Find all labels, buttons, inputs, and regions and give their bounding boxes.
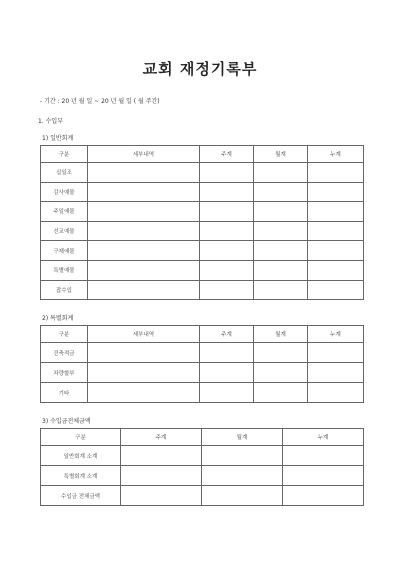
detail-cell[interactable] (88, 182, 200, 202)
table3-header: 구분 (41, 429, 121, 446)
weekly-cell[interactable] (200, 260, 254, 280)
table2-header: 주계 (200, 326, 254, 343)
table-row (41, 363, 364, 383)
row-label: 주일예물 (41, 202, 88, 222)
monthly-cell[interactable] (254, 260, 308, 280)
monthly-cell[interactable] (254, 221, 308, 241)
detail-cell[interactable] (88, 363, 200, 383)
cumulative-cell[interactable] (308, 383, 364, 403)
section-income: 1. 수입부 (38, 118, 64, 125)
row-label: 십일조 (41, 163, 88, 183)
weekly-cell[interactable] (200, 280, 254, 300)
weekly-cell[interactable] (121, 466, 202, 486)
row-label: 선교예물 (41, 221, 88, 241)
cumulative-cell[interactable] (308, 221, 364, 241)
weekly-cell[interactable] (200, 241, 254, 261)
document-title: 교회 재정기록부 (142, 60, 258, 78)
table2-header: 세부내역 (88, 326, 200, 343)
table1-header: 주계 (200, 146, 254, 163)
monthly-cell[interactable] (202, 466, 283, 486)
detail-cell[interactable] (88, 241, 200, 261)
table3-header: 누계 (283, 429, 364, 446)
weekly-cell[interactable] (200, 163, 254, 183)
table-row (41, 280, 364, 300)
monthly-cell[interactable] (254, 363, 308, 383)
row-label: 일반회계 소계 (41, 446, 121, 466)
table1-header: 세부내역 (88, 146, 200, 163)
table-row (41, 446, 364, 466)
weekly-cell[interactable] (121, 486, 202, 506)
cumulative-cell[interactable] (308, 260, 364, 280)
monthly-cell[interactable] (254, 343, 308, 363)
cumulative-cell[interactable] (283, 446, 364, 466)
income-total-table (40, 428, 364, 506)
table1-header: 누계 (308, 146, 364, 163)
row-label: 수입금 전체금액 (41, 486, 121, 506)
row-label: 차량할부 (41, 363, 88, 383)
cumulative-cell[interactable] (308, 280, 364, 300)
table2-header-row (41, 326, 364, 343)
detail-cell[interactable] (88, 163, 200, 183)
detail-cell[interactable] (88, 221, 200, 241)
weekly-cell[interactable] (200, 202, 254, 222)
table2-header: 구분 (41, 326, 88, 343)
cumulative-cell[interactable] (308, 202, 364, 222)
row-label: 건축적금 (41, 343, 88, 363)
weekly-cell[interactable] (200, 363, 254, 383)
detail-cell[interactable] (88, 280, 200, 300)
table-row (41, 163, 364, 183)
cumulative-cell[interactable] (308, 363, 364, 383)
row-label: 기타 (41, 383, 88, 403)
weekly-cell[interactable] (200, 343, 254, 363)
table-row (41, 260, 364, 280)
table-row (41, 241, 364, 261)
general-account-table (40, 145, 364, 300)
cumulative-cell[interactable] (283, 466, 364, 486)
monthly-cell[interactable] (254, 280, 308, 300)
period-line: - 기간 : 20 년 월 일 ~ 20 년 월 일 ( 월 주간) (40, 98, 160, 105)
cumulative-cell[interactable] (308, 163, 364, 183)
table-row (41, 202, 364, 222)
cumulative-cell[interactable] (308, 182, 364, 202)
monthly-cell[interactable] (254, 202, 308, 222)
monthly-cell[interactable] (254, 383, 308, 403)
row-label: 잡수입 (41, 280, 88, 300)
table3-header: 월계 (202, 429, 283, 446)
row-label: 특별회계 소계 (41, 466, 121, 486)
detail-cell[interactable] (88, 383, 200, 403)
weekly-cell[interactable] (121, 446, 202, 466)
detail-cell[interactable] (88, 343, 200, 363)
row-label: 감사예물 (41, 182, 88, 202)
monthly-cell[interactable] (202, 446, 283, 466)
monthly-cell[interactable] (254, 241, 308, 261)
cumulative-cell[interactable] (308, 343, 364, 363)
table1-header: 월계 (254, 146, 308, 163)
table-row (41, 466, 364, 486)
row-label: 구제예물 (41, 241, 88, 261)
table-row (41, 221, 364, 241)
table-row (41, 343, 364, 363)
weekly-cell[interactable] (200, 182, 254, 202)
table1-header-row (41, 146, 364, 163)
table3-header-row (41, 429, 364, 446)
monthly-cell[interactable] (202, 486, 283, 506)
row-label: 특별예물 (41, 260, 88, 280)
table-row (41, 182, 364, 202)
table2-header: 누계 (308, 326, 364, 343)
table3-header: 주계 (121, 429, 202, 446)
detail-cell[interactable] (88, 260, 200, 280)
table-row (41, 486, 364, 506)
cumulative-cell[interactable] (283, 486, 364, 506)
special-account-table (40, 325, 364, 403)
table-row (41, 383, 364, 403)
weekly-cell[interactable] (200, 221, 254, 241)
table3-caption: 3) 수입금전체금액 (42, 418, 91, 425)
monthly-cell[interactable] (254, 163, 308, 183)
table2-caption: 2) 특별회계 (42, 315, 74, 322)
weekly-cell[interactable] (200, 383, 254, 403)
detail-cell[interactable] (88, 202, 200, 222)
table2-header: 월계 (254, 326, 308, 343)
monthly-cell[interactable] (254, 182, 308, 202)
table1-header: 구분 (41, 146, 88, 163)
table1-caption: 1) 일반회계 (42, 135, 74, 142)
cumulative-cell[interactable] (308, 241, 364, 261)
